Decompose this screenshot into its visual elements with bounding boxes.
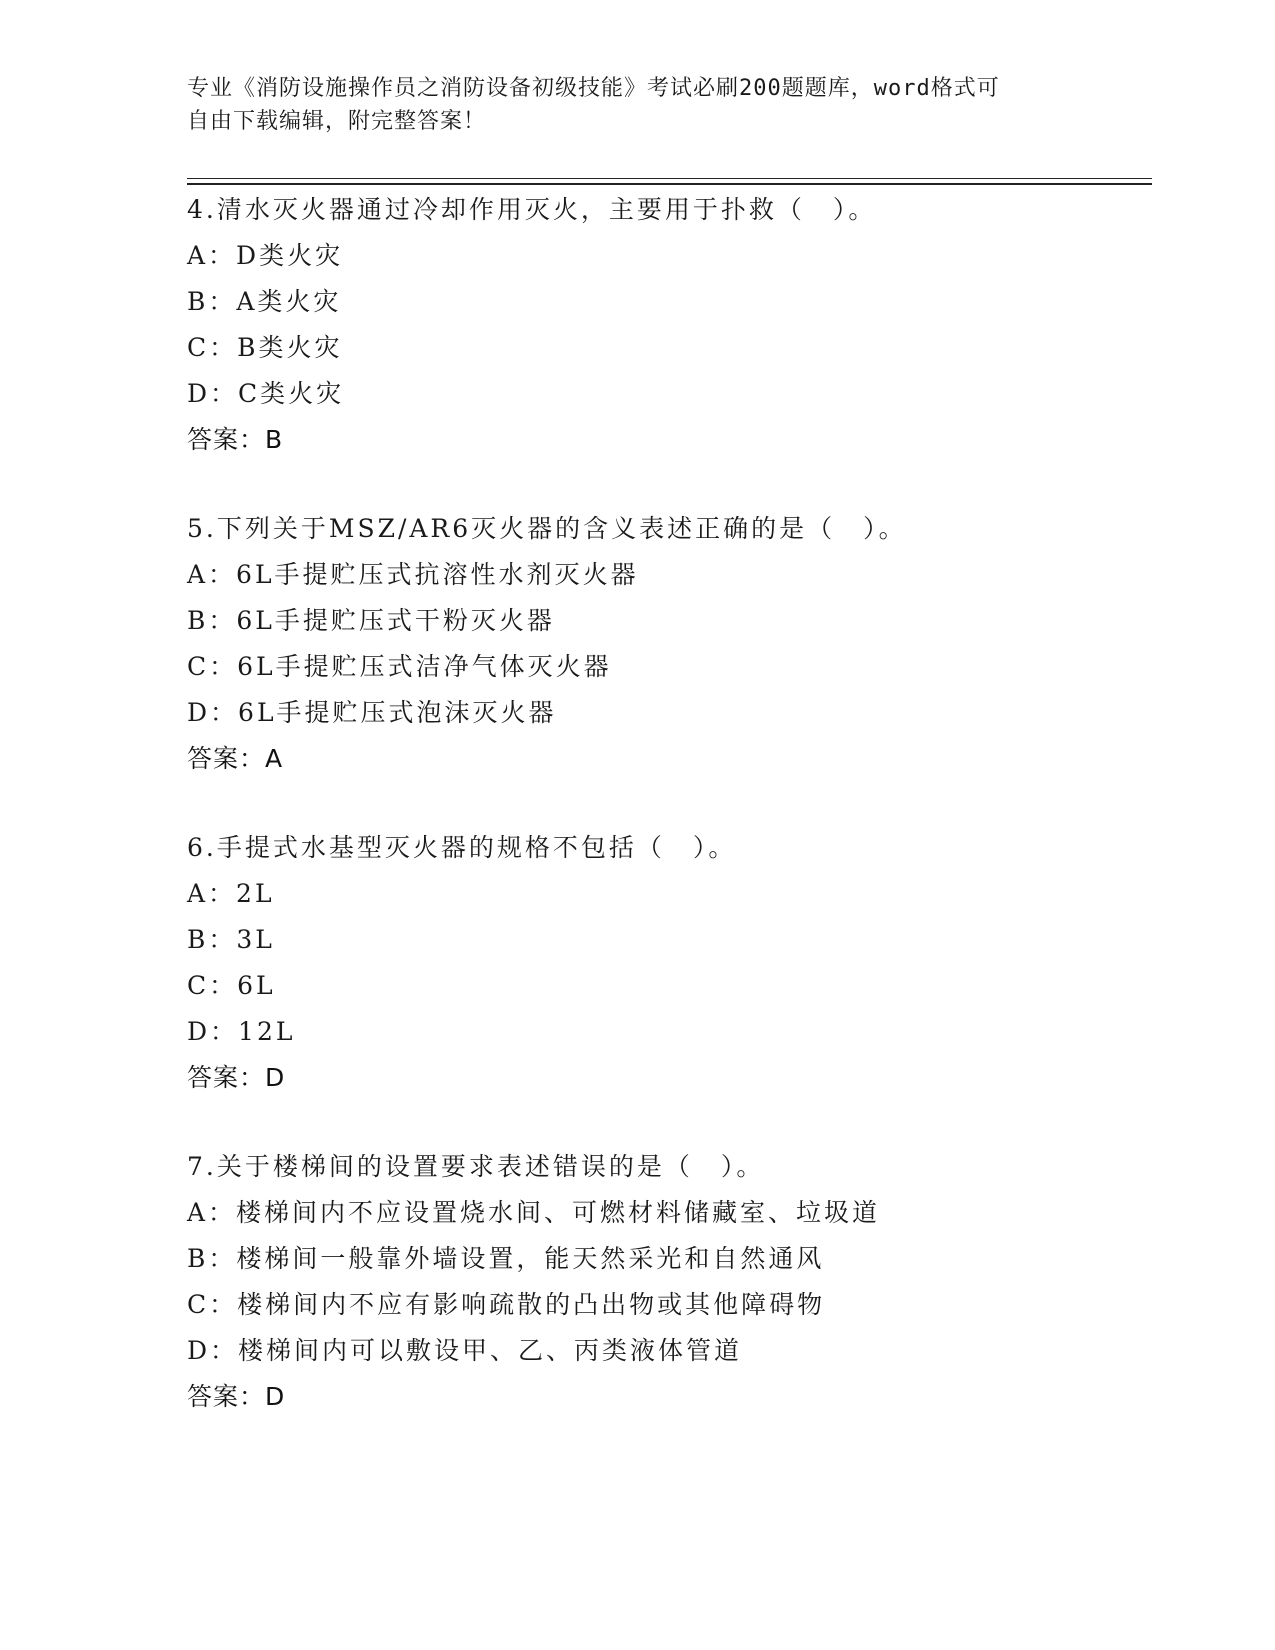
answer-line: 答案：A: [187, 744, 284, 773]
question-4: [187, 187, 1147, 463]
option-c: C：B类火灾: [187, 333, 343, 362]
question-stem: 6.手提式水基型灭火器的规格不包括（ ）。: [187, 833, 737, 862]
option-b: B：A类火灾: [187, 287, 342, 316]
answer-line: 答案：D: [187, 1382, 286, 1411]
question-stem: 4.清水灭火器通过冷却作用灭火，主要用于扑救（ ）。: [187, 195, 877, 224]
question-stem: 7.关于楼梯间的设置要求表述错误的是（ ）。: [187, 1152, 765, 1181]
option-b: B：6L手提贮压式干粉灭火器: [187, 606, 555, 635]
option-d: D：楼梯间内可以敷设甲、乙、丙类液体管道: [187, 1336, 743, 1365]
option-c: C：6L手提贮压式洁净气体灭火器: [187, 652, 612, 681]
option-a: A：D类火灾: [187, 241, 344, 270]
question-6: [187, 825, 1147, 1101]
option-d: D：C类火灾: [187, 379, 345, 408]
header-divider-top: [187, 178, 1152, 179]
option-b: B：楼梯间一般靠外墙设置，能天然采光和自然通风: [187, 1244, 825, 1273]
header-line-2: 自由下载编辑，附完整答案！: [187, 109, 487, 134]
option-d: D：6L手提贮压式泡沫灭火器: [187, 698, 557, 727]
question-7: [187, 1144, 1147, 1420]
question-stem: 5.下列关于MSZ/AR6灭火器的含义表述正确的是（ ）。: [187, 514, 907, 543]
option-b: B：3L: [187, 925, 275, 954]
option-c: C：楼梯间内不应有影响疏散的凸出物或其他障碍物: [187, 1290, 826, 1319]
option-d: D：12L: [187, 1017, 296, 1046]
option-c: C：6L: [187, 971, 276, 1000]
option-a: A：2L: [187, 879, 275, 908]
header-line-1: 专业《消防设施操作员之消防设备初级技能》考试必刷200题题库，word格式可: [187, 76, 1000, 101]
question-5: [187, 506, 1147, 782]
answer-line: 答案：B: [187, 425, 284, 454]
answer-line: 答案：D: [187, 1063, 286, 1092]
option-a: A：楼梯间内不应设置烧水间、可燃材料储藏室、垃圾道: [187, 1198, 881, 1227]
document-header: [187, 72, 1067, 138]
option-a: A：6L手提贮压式抗溶性水剂灭火器: [187, 560, 639, 589]
header-divider-bottom: [187, 183, 1152, 185]
